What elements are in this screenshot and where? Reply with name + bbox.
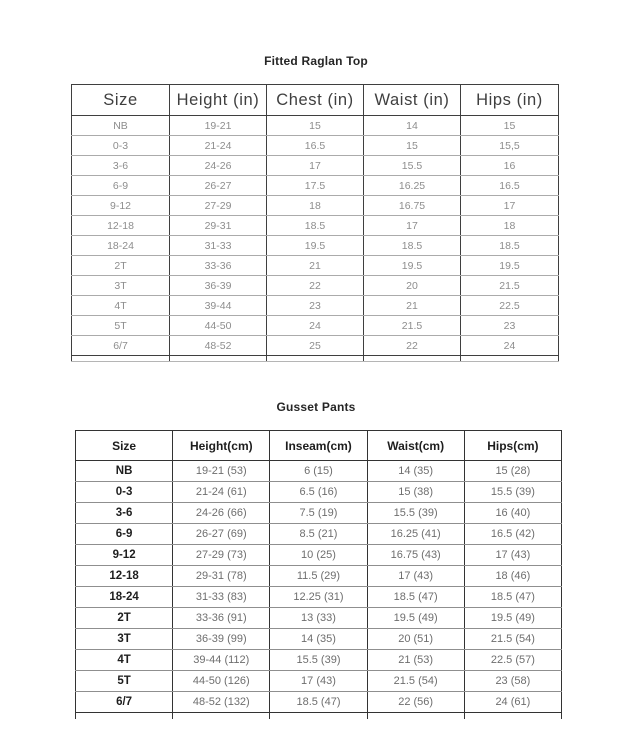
table-cell: 14 (35) xyxy=(367,461,464,482)
table-row xyxy=(76,461,562,482)
table-cell: 3-6 xyxy=(76,503,173,524)
table-cell: 22.5 xyxy=(461,296,559,316)
table-cell: 14 (35) xyxy=(270,629,367,650)
table-cell: 24-26 xyxy=(170,156,267,176)
fitted-raglan-top-table xyxy=(71,84,559,362)
table-cell: 19.5 (49) xyxy=(367,608,464,629)
table-cell: 19.5 (49) xyxy=(464,608,561,629)
gusset-pants-title: Gusset Pants xyxy=(276,400,356,414)
table-row xyxy=(76,608,562,629)
table-cell: 16.5 xyxy=(461,176,559,196)
column-header: Hips (in) xyxy=(461,85,559,116)
table-cell: 6 (15) xyxy=(270,461,367,482)
column-header: Hips(cm) xyxy=(464,431,561,461)
table-cell: 7.5 (19) xyxy=(270,503,367,524)
table-cell: 44-50 xyxy=(170,316,267,336)
table-cell: 11.5 (29) xyxy=(270,566,367,587)
table-cell: 29-31 (78) xyxy=(173,566,270,587)
table-cell: 16.75 (43) xyxy=(367,545,464,566)
column-header: Size xyxy=(72,85,170,116)
table-row xyxy=(72,256,559,276)
table-cell: 0-3 xyxy=(76,482,173,503)
table-cell: 13 (33) xyxy=(270,608,367,629)
empty-cell xyxy=(364,356,461,362)
table-cell: 25 xyxy=(267,336,364,356)
table-cell: 24 xyxy=(267,316,364,336)
table-cell: 21-24 xyxy=(170,136,267,156)
empty-cell xyxy=(173,713,270,720)
table-cell: 27-29 xyxy=(170,196,267,216)
table-cell: 15 (28) xyxy=(464,461,561,482)
table-cell: 19.5 xyxy=(364,256,461,276)
table-cell: 18.5 xyxy=(364,236,461,256)
table-cell: 36-39 (99) xyxy=(173,629,270,650)
table-row xyxy=(72,236,559,256)
table-row xyxy=(76,587,562,608)
table-cell: 16.75 xyxy=(364,196,461,216)
table-row xyxy=(72,276,559,296)
table-cell: 22 (56) xyxy=(367,692,464,713)
table-cell: 15 xyxy=(364,136,461,156)
table-cell: 15 xyxy=(267,116,364,136)
table-row xyxy=(72,316,559,336)
table-cell: 44-50 (126) xyxy=(173,671,270,692)
table-cell: 22.5 (57) xyxy=(464,650,561,671)
table-row xyxy=(76,545,562,566)
column-header: Height (in) xyxy=(170,85,267,116)
column-header: Height(cm) xyxy=(173,431,270,461)
table-cell: 48-52 xyxy=(170,336,267,356)
table-cell: 39-44 (112) xyxy=(173,650,270,671)
table-row xyxy=(72,156,559,176)
table-cell: 26-27 xyxy=(170,176,267,196)
table-cell: 18 xyxy=(267,196,364,216)
cutoff-row xyxy=(76,713,562,720)
table-cell: 23 xyxy=(267,296,364,316)
table-cell: 21 xyxy=(267,256,364,276)
table-cell: 21.5 (54) xyxy=(464,629,561,650)
table-cell: 0-3 xyxy=(72,136,170,156)
table-cell: 33-36 xyxy=(170,256,267,276)
table-row xyxy=(76,671,562,692)
table-cell: 33-36 (91) xyxy=(173,608,270,629)
table-cell: 17 xyxy=(461,196,559,216)
table-row xyxy=(72,336,559,356)
table-cell: 22 xyxy=(267,276,364,296)
table-cell: 19.5 xyxy=(461,256,559,276)
header-row xyxy=(72,85,559,116)
table-row xyxy=(72,296,559,316)
table-cell: NB xyxy=(76,461,173,482)
table-row xyxy=(76,503,562,524)
table-row xyxy=(76,566,562,587)
table-row xyxy=(72,116,559,136)
table-cell: 12-18 xyxy=(76,566,173,587)
table-cell: 18-24 xyxy=(76,587,173,608)
table-cell: 21 xyxy=(364,296,461,316)
table-cell: 22 xyxy=(364,336,461,356)
table-cell: 29-31 xyxy=(170,216,267,236)
table-cell: 15 xyxy=(461,116,559,136)
table-cell: 5T xyxy=(76,671,173,692)
table-cell: 39-44 xyxy=(170,296,267,316)
table-cell: 36-39 xyxy=(170,276,267,296)
table-row xyxy=(72,176,559,196)
table-cell: 21-24 (61) xyxy=(173,482,270,503)
table-cell: 17 (43) xyxy=(464,545,561,566)
table-cell: 9-12 xyxy=(72,196,170,216)
table-cell: 19-21 (53) xyxy=(173,461,270,482)
table-cell: 18-24 xyxy=(72,236,170,256)
empty-cell xyxy=(461,356,559,362)
table-cell: 23 xyxy=(461,316,559,336)
table-cell: 15 (38) xyxy=(367,482,464,503)
table-cell: 21.5 xyxy=(364,316,461,336)
table-cell: 24 (61) xyxy=(464,692,561,713)
column-header: Chest (in) xyxy=(267,85,364,116)
table-cell: 6/7 xyxy=(76,692,173,713)
table-cell: 6-9 xyxy=(76,524,173,545)
table-cell: 19-21 xyxy=(170,116,267,136)
table-cell: 21.5 (54) xyxy=(367,671,464,692)
table-cell: 9-12 xyxy=(76,545,173,566)
table-cell: 17 xyxy=(364,216,461,236)
table-cell: 2T xyxy=(72,256,170,276)
table-cell: 15.5 (39) xyxy=(464,482,561,503)
table-cell: 6/7 xyxy=(72,336,170,356)
table-cell: NB xyxy=(72,116,170,136)
empty-cell xyxy=(76,713,173,720)
table-cell: 14 xyxy=(364,116,461,136)
table-cell: 19.5 xyxy=(267,236,364,256)
column-header: Inseam(cm) xyxy=(270,431,367,461)
table-cell: 24-26 (66) xyxy=(173,503,270,524)
gusset-pants-table xyxy=(75,430,562,719)
fitted-raglan-top-title: Fitted Raglan Top xyxy=(264,54,368,68)
header-row xyxy=(76,431,562,461)
table-cell: 18.5 xyxy=(267,216,364,236)
table-cell: 8.5 (21) xyxy=(270,524,367,545)
table-cell: 3-6 xyxy=(72,156,170,176)
table-row xyxy=(72,216,559,236)
table-cell: 21 (53) xyxy=(367,650,464,671)
table-row xyxy=(76,629,562,650)
table-cell: 18.5 (47) xyxy=(367,587,464,608)
empty-cell xyxy=(170,356,267,362)
cutoff-row xyxy=(72,356,559,362)
table-cell: 48-52 (132) xyxy=(173,692,270,713)
empty-cell xyxy=(367,713,464,720)
table-cell: 15.5 xyxy=(364,156,461,176)
table-row xyxy=(76,482,562,503)
table-cell: 18 (46) xyxy=(464,566,561,587)
table-cell: 6.5 (16) xyxy=(270,482,367,503)
table-cell: 23 (58) xyxy=(464,671,561,692)
table-cell: 26-27 (69) xyxy=(173,524,270,545)
table-cell: 20 xyxy=(364,276,461,296)
table-cell: 16.5 xyxy=(267,136,364,156)
table-cell: 4T xyxy=(72,296,170,316)
empty-cell xyxy=(267,356,364,362)
table-cell: 17 (43) xyxy=(270,671,367,692)
empty-cell xyxy=(270,713,367,720)
table-cell: 17 xyxy=(267,156,364,176)
empty-cell xyxy=(72,356,170,362)
table-cell: 12.25 (31) xyxy=(270,587,367,608)
table-cell: 17 (43) xyxy=(367,566,464,587)
table-cell: 31-33 xyxy=(170,236,267,256)
table-cell: 3T xyxy=(76,629,173,650)
table-cell: 5T xyxy=(72,316,170,336)
table-cell: 18.5 xyxy=(461,236,559,256)
table-cell: 21.5 xyxy=(461,276,559,296)
table-cell: 15.5 (39) xyxy=(270,650,367,671)
table-cell: 16 xyxy=(461,156,559,176)
table-row xyxy=(76,524,562,545)
table-row xyxy=(72,136,559,156)
table-cell: 24 xyxy=(461,336,559,356)
table-cell: 10 (25) xyxy=(270,545,367,566)
table-cell: 31-33 (83) xyxy=(173,587,270,608)
table-cell: 15,5 xyxy=(461,136,559,156)
table-cell: 16.5 (42) xyxy=(464,524,561,545)
table-row xyxy=(76,692,562,713)
table-cell: 20 (51) xyxy=(367,629,464,650)
table-cell: 15.5 (39) xyxy=(367,503,464,524)
empty-cell xyxy=(464,713,561,720)
table-cell: 17.5 xyxy=(267,176,364,196)
table-cell: 4T xyxy=(76,650,173,671)
table-cell: 3T xyxy=(72,276,170,296)
table-cell: 16.25 xyxy=(364,176,461,196)
table-cell: 16.25 (41) xyxy=(367,524,464,545)
column-header: Waist(cm) xyxy=(367,431,464,461)
table-cell: 18.5 (47) xyxy=(464,587,561,608)
table-row xyxy=(72,196,559,216)
column-header: Waist (in) xyxy=(364,85,461,116)
table-cell: 16 (40) xyxy=(464,503,561,524)
column-header: Size xyxy=(76,431,173,461)
table-cell: 2T xyxy=(76,608,173,629)
table-cell: 12-18 xyxy=(72,216,170,236)
table-cell: 6-9 xyxy=(72,176,170,196)
table-cell: 18.5 (47) xyxy=(270,692,367,713)
table-cell: 27-29 (73) xyxy=(173,545,270,566)
table-row xyxy=(76,650,562,671)
table-cell: 18 xyxy=(461,216,559,236)
